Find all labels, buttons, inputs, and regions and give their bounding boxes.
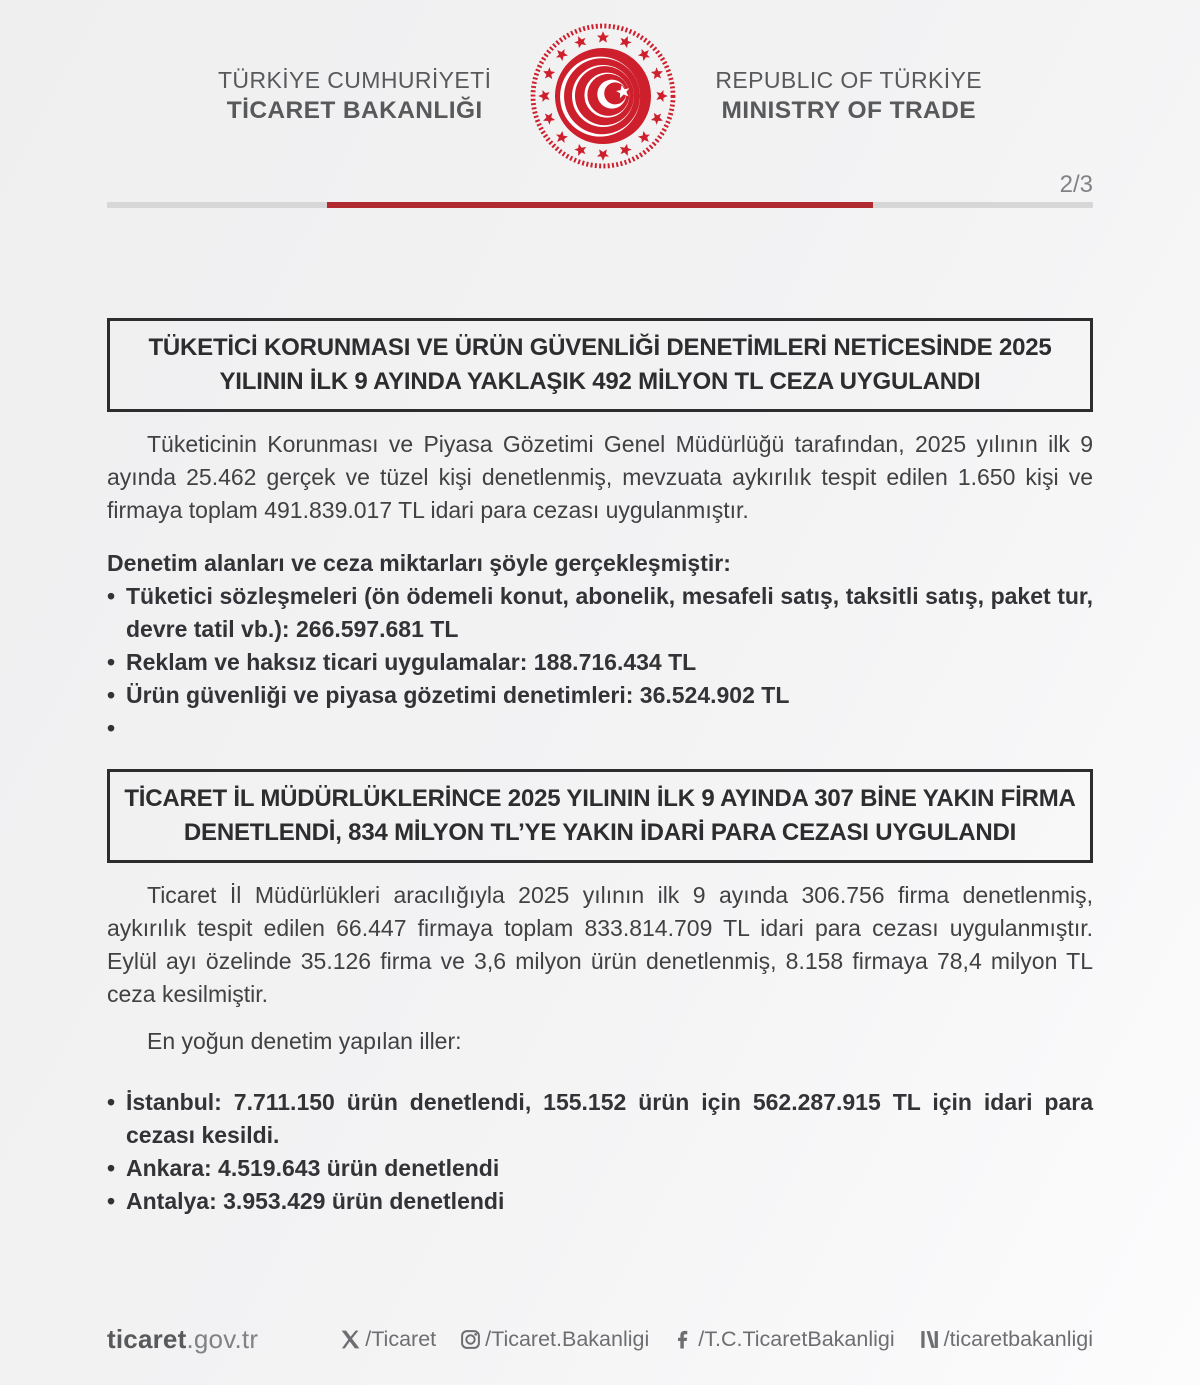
social-x-handle: /Ticaret xyxy=(365,1327,437,1351)
list-item xyxy=(107,580,1093,646)
ministry-name-tr-line1: TÜRKİYE CUMHURİYETİ xyxy=(217,67,492,93)
bullet-icon: • xyxy=(107,583,116,609)
social-nsosyal-handle: /ticaretbakanligi xyxy=(943,1327,1093,1351)
list-item-text: Tüketici sözleşmeleri (ön ödemeli konut, abonelik, mesafeli satış, taksitli satış, paket tur, devre tatil vb.): 266.597.681 TL xyxy=(126,583,1093,642)
bullet-icon: • xyxy=(107,1155,116,1181)
ministry-name-en-line1: REPUBLIC OF TÜRKİYE xyxy=(715,67,983,93)
social-instagram xyxy=(460,1327,649,1352)
bullet-icon: • xyxy=(107,1089,116,1115)
section1-paragraph: Tüketicinin Korunması ve Piyasa Gözetimi Genel Müdürlüğü tarafından, 2025 yılının ilk 9 ayında 25.462 gerçek ve tüzel kişi denetlenmiş, mevzuata aykırılık tespit edilen 1.650 kişi ve firmaya toplam 491.839.017 TL idari para cezası uygulanmıştır. xyxy=(107,431,1093,523)
facebook-icon xyxy=(673,1329,694,1350)
bullet-icon: • xyxy=(107,682,116,708)
section2-title-box xyxy=(107,769,1093,863)
nsosyal-icon xyxy=(919,1329,940,1350)
section1-title-box xyxy=(107,318,1093,412)
list-item-text: Ankara: 4.519.643 ürün denetlendi xyxy=(126,1155,500,1181)
progress-bar xyxy=(107,202,1093,208)
section1-title: TÜKETİCİ KORUNMASI VE ÜRÜN GÜVENLİĞİ DENETİMLERİ NETİCESİNDE 2025 YILININ İLK 9 AYINDA YAKLAŞIK 492 MİLYON TL CEZA UYGULANDI xyxy=(148,334,1052,395)
instagram-icon xyxy=(460,1329,481,1350)
document-body xyxy=(107,318,1093,1218)
header xyxy=(0,0,1200,172)
section2-subheading: En yoğun denetim yapılan iller: xyxy=(147,1028,462,1054)
section2-bullet-list xyxy=(107,1086,1093,1218)
footer xyxy=(107,1324,1093,1355)
ministry-name-english xyxy=(715,67,982,125)
bullet-icon: • xyxy=(107,1188,116,1214)
social-nsosyal xyxy=(919,1327,1093,1352)
social-instagram-handle: /Ticaret.Bakanligi xyxy=(485,1327,650,1351)
list-item-text: Antalya: 3.953.429 ürün denetlendi xyxy=(126,1188,505,1214)
list-item xyxy=(107,646,1093,679)
progress-bar-active-segment xyxy=(327,202,873,208)
list-item xyxy=(107,679,1093,712)
bullet-icon: • xyxy=(107,715,116,741)
ministry-of-trade-emblem xyxy=(527,20,679,172)
section1-bullet-list xyxy=(107,580,1093,745)
section1-list-heading: Denetim alanları ve ceza miktarları şöyle gerçekleşmiştir: xyxy=(107,550,731,576)
social-x xyxy=(340,1327,436,1352)
bullet-icon: • xyxy=(107,649,116,675)
list-item xyxy=(107,1185,1093,1218)
page-number: 2/3 xyxy=(1059,171,1093,198)
social-links xyxy=(340,1327,1093,1352)
list-item xyxy=(107,1086,1093,1152)
ministry-name-tr-line2: TİCARET BAKANLIĞI xyxy=(226,97,483,124)
website-url xyxy=(107,1324,258,1355)
x-icon xyxy=(340,1329,361,1350)
social-facebook-handle: /T.C.TicaretBakanligi xyxy=(698,1327,895,1351)
list-item-empty xyxy=(107,712,1093,745)
list-item xyxy=(107,1152,1093,1185)
section2-paragraph: Ticaret İl Müdürlükleri aracılığıyla 2025 yılının ilk 9 ayında 306.756 firma denetlenmiş, aykırılık tespit edilen 66.447 firmaya toplam 833.814.709 TL idari para cezası uygulanmıştır. Eylül ayı özelinde 35.126 firma ve 3,6 milyon ürün denetlenmiş, 8.158 firmaya 78,4 milyon TL ceza kesilmiştir. xyxy=(107,882,1093,1007)
list-item-text: Ürün güvenliği ve piyasa gözetimi denetimleri: 36.524.902 TL xyxy=(126,682,790,708)
website-url-bold: ticaret xyxy=(107,1324,187,1354)
list-item-text: İstanbul: 7.711.150 ürün denetlendi, 155.152 ürün için 562.287.915 TL için idari para cezası kesildi. xyxy=(126,1089,1093,1148)
ministry-name-en-line2: MINISTRY OF TRADE xyxy=(721,97,976,124)
list-item-text xyxy=(126,712,1093,745)
list-item-text: Reklam ve haksız ticari uygulamalar: 188.716.434 TL xyxy=(126,649,697,675)
website-url-rest: .gov.tr xyxy=(186,1324,259,1354)
ministry-emblem-icon xyxy=(527,20,679,172)
social-facebook xyxy=(673,1327,894,1352)
ministry-name-turkish xyxy=(218,67,491,125)
section2-title: TİCARET İL MÜDÜRLÜKLERİNCE 2025 YILININ İLK 9 AYINDA 307 BİNE YAKIN FİRMA DENETLENDİ, 834 MİLYON TL’YE YAKIN İDARİ PARA CEZASI UYGULANDI xyxy=(124,785,1076,846)
